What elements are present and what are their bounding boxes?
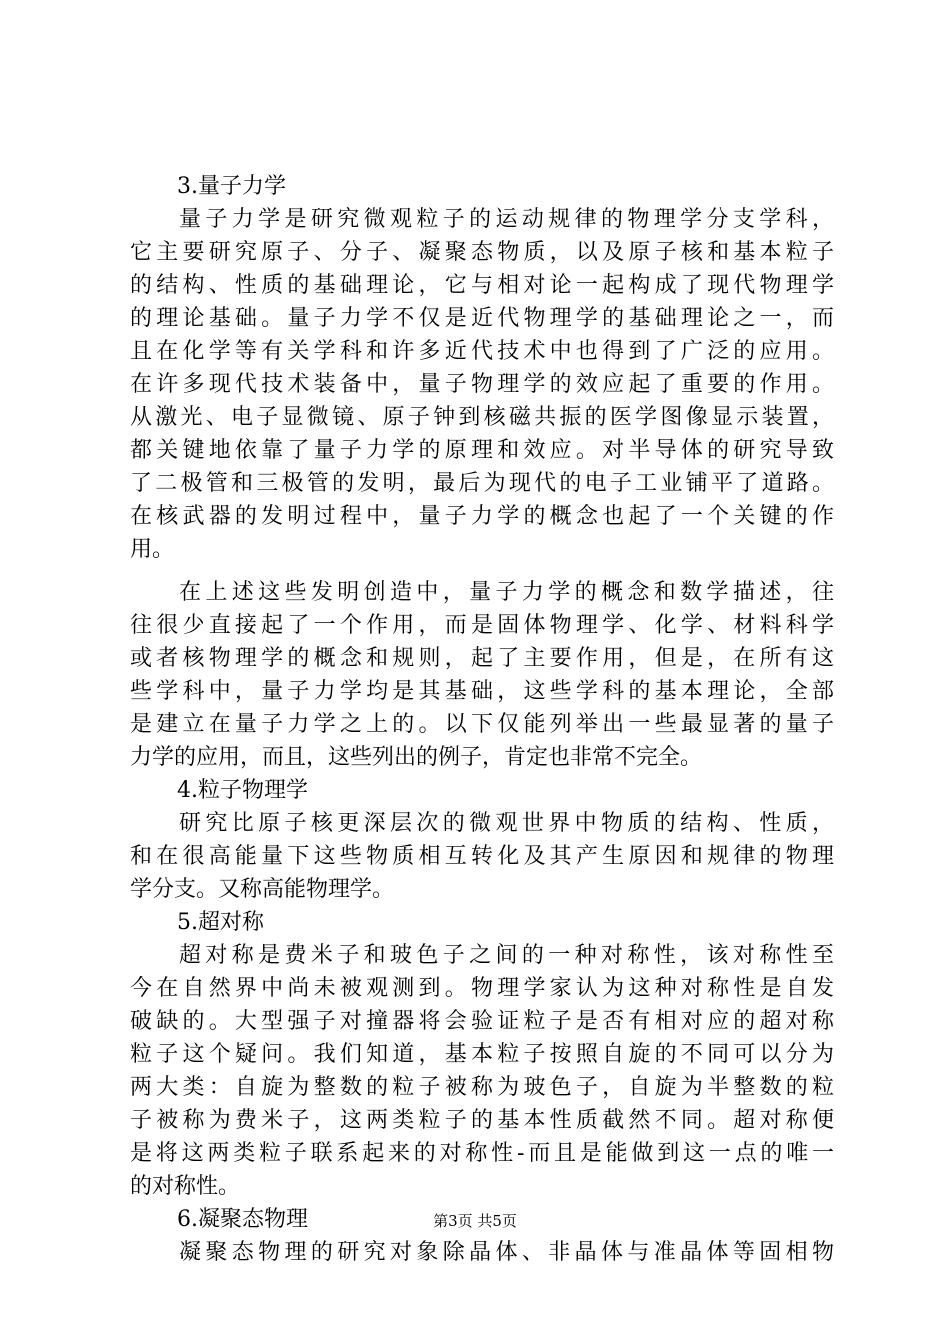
text-line: 且在化学等有关学科和许多近代技术中也得到了广泛的应用。 bbox=[130, 339, 834, 364]
section-heading: 6.凝聚态物理 bbox=[177, 1207, 308, 1232]
text-line: 和在很高能量下这些物质相互转化及其产生原因和规律的物理 bbox=[130, 844, 834, 869]
text-line: 是建立在量子力学之上的。以下仅能列举出一些最显著的量子 bbox=[130, 712, 834, 737]
text-line: 学分支。又称高能物理学。 bbox=[130, 877, 395, 902]
paragraph bbox=[130, 203, 834, 566]
text-line: 子被称为费米子，这两类粒子的基本性质截然不同。超对称便 bbox=[130, 1108, 834, 1133]
page-number-footer: 第3页 共5页 bbox=[433, 1212, 517, 1230]
text-line: 的理论基础。量子力学不仅是近代物理学的基础理论之一，而 bbox=[130, 306, 834, 331]
text-line: 今在自然界中尚未被观测到。物理学家认为这种对称性是自发 bbox=[130, 976, 834, 1001]
section-heading: 4.粒子物理学 bbox=[177, 778, 308, 803]
section-heading: 3.量子力学 bbox=[177, 174, 286, 199]
paragraph bbox=[130, 576, 834, 774]
text-line: 破缺的。大型强子对撞器将会验证粒子是否有相对应的超对称 bbox=[130, 1009, 834, 1034]
text-line: 在上述这些发明创造中，量子力学的概念和数学描述，往 bbox=[179, 580, 834, 605]
text-line: 往很少直接起了一个作用，而是固体物理学、化学、材料科学 bbox=[130, 613, 834, 638]
text-line: 用。 bbox=[130, 537, 175, 562]
text-line: 在许多现代技术装备中，量子物理学的效应起了重要的作用。 bbox=[130, 372, 834, 397]
text-line: 是将这两类粒子联系起来的对称性-而且是能做到这一点的唯一 bbox=[130, 1141, 834, 1166]
text-line: 它主要研究原子、分子、凝聚态物质，以及原子核和基本粒子 bbox=[130, 240, 834, 265]
text-line: 超对称是费米子和玻色子之间的一种对称性，该对称性至 bbox=[179, 943, 834, 968]
text-line: 了二极管和三极管的发明，最后为现代的电子工业铺平了道路。 bbox=[130, 471, 834, 496]
text-line: 研究比原子核更深层次的微观世界中物质的结构、性质， bbox=[179, 811, 834, 836]
text-line: 力学的应用，而且，这些列出的例子，肯定也非常不完全。 bbox=[130, 745, 703, 770]
text-line: 些学科中，量子力学均是其基础，这些学科的基本理论，全部 bbox=[130, 679, 834, 704]
text-line: 在核武器的发明过程中，量子力学的概念也起了一个关键的作 bbox=[130, 504, 834, 529]
text-line: 从激光、电子显微镜、原子钟到核磁共振的医学图像显示装置， bbox=[130, 405, 834, 430]
section-heading: 5.超对称 bbox=[177, 910, 264, 935]
text-line: 或者核物理学的概念和规则，起了主要作用，但是，在所有这 bbox=[130, 646, 834, 671]
paragraph bbox=[130, 1236, 834, 1269]
text-line: 的对称性。 bbox=[130, 1174, 241, 1199]
paragraph bbox=[130, 807, 834, 906]
document-body bbox=[130, 170, 834, 1269]
text-line: 粒子这个疑问。我们知道，基本粒子按照自旋的不同可以分为 bbox=[130, 1042, 834, 1067]
text-line: 都关键地依靠了量子力学的原理和效应。对半导体的研究导致 bbox=[130, 438, 834, 463]
text-line: 的结构、性质的基础理论，它与相对论一起构成了现代物理学 bbox=[130, 273, 834, 298]
text-line: 两大类：自旋为整数的粒子被称为玻色子，自旋为半整数的粒 bbox=[130, 1075, 834, 1100]
text-line: 凝聚态物理的研究对象除晶体、非晶体与准晶体等固相物 bbox=[179, 1240, 834, 1265]
paragraph bbox=[130, 939, 834, 1203]
text-line: 量子力学是研究微观粒子的运动规律的物理学分支学科， bbox=[179, 207, 834, 232]
